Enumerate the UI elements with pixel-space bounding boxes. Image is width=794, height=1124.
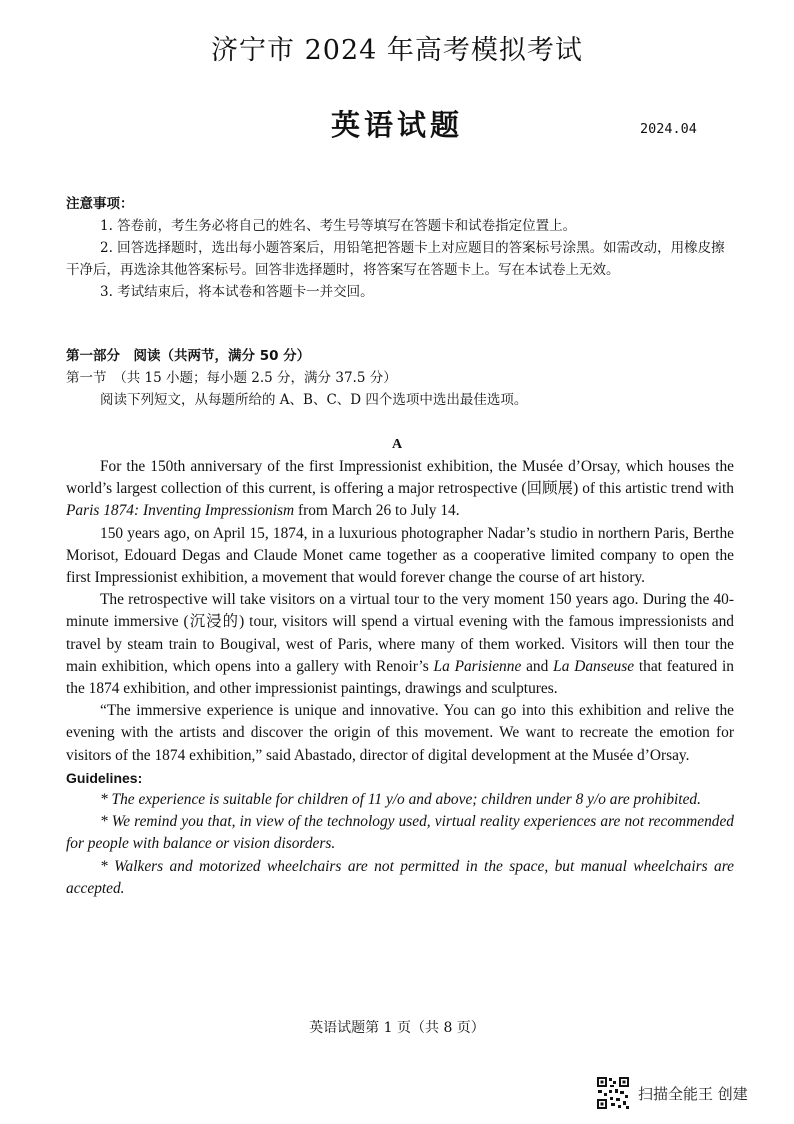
guidelines-label: Guidelines: — [66, 769, 143, 786]
guideline-1: * The experience is suitable for children of 11 y/o and above; children under 8 y/o are prohibited. — [100, 791, 701, 809]
watermark-text: 扫描全能王 创建 — [638, 1084, 748, 1103]
section-instruction: 阅读下列短文，从每题所给的 A、B、C、D 四个选项中选出最佳选项。 — [100, 392, 528, 408]
painting-title-2: La Danseuse — [553, 657, 635, 675]
guideline-2: * We remind you that, in view of the technology used, virtual reality experiences are not recommended for people with balance or vision disorders. — [66, 813, 734, 853]
notice-section — [66, 193, 734, 303]
paragraph-3-text-b: that featured in the 1874 exhibition, and other impressionist paintings, drawings and sculptures. — [66, 657, 734, 698]
paragraph-1 — [66, 456, 734, 523]
notice-item-1: 1. 答卷前，考生务必将自己的姓名、考生号等填写在答题卡和试卷指定位置上。 — [100, 218, 577, 234]
passage-a — [66, 456, 734, 900]
paragraph-2: 150 years ago, on April 15, 1874, in a luxurious photographer Nadar’s studio in northern Paris, Berthe Morisot, Edouard Degas and Claude Monet came together as a cooperative limited company to open the first Impressionist exhibition, a movement that would forever change the course of art history. — [66, 524, 734, 587]
paragraph-1-text-b: from March 26 to July 14. — [294, 502, 460, 520]
notice-item-2: 2. 回答选择题时，选出每小题答案后，用铅笔把答题卡上对应题目的答案标号涂黑。如需改动，用橡皮擦干净后，再选涂其他答案标号。回答非选择题时，将答案写在答题卡上。写在本试卷上无效。 — [66, 240, 725, 278]
guideline-3: * Walkers and motorized wheelchairs are not permitted in the space, but manual wheelchairs are accepted. — [66, 857, 734, 897]
passage-letter: A — [391, 437, 403, 452]
paragraph-4: “The immersive experience is unique and innovative. You can go into this exhibition and relive the evening with the artists and discover the origin of this movement. We want to recreate the emotion for visitors of the 1874 exhibition,” said Abastado, director of digital development at the Musée d’Orsay. — [66, 702, 734, 764]
painting-title-1: La Parisienne — [433, 657, 522, 675]
paragraph-3-conj: and — [521, 657, 554, 675]
subject-title: 英语试题 — [330, 108, 463, 142]
part-title: 第一部分 阅读（共两节，满分 50 分） — [66, 348, 311, 364]
notice-heading: 注意事项： — [66, 196, 134, 212]
page-footer: 英语试题第 1 页（共 8 页） — [309, 1020, 485, 1036]
exam-date: 2024.04 — [640, 121, 697, 137]
paragraph-1-text-a: For the 150th anniversary of the first Impressionist exhibition, the Musée d’Orsay, which houses the world’s largest collection of this current, is offering a major retrospective (回顾展) of this artistic trend with — [66, 458, 734, 498]
scanner-watermark — [596, 1076, 748, 1110]
exam-title: 济宁市 2024 年高考模拟考试 — [211, 35, 583, 66]
part-header — [66, 345, 734, 411]
section-title: 第一节 （共 15 小题；每小题 2.5 分，满分 37.5 分） — [66, 370, 397, 386]
paragraph-3-text-a: The retrospective will take visitors on a virtual tour to the very moment 150 years ago. During the 40-minute immersive (沉浸的) tour, visitors will spend a virtual evening with the famous impressionists and travel by steam train to Bougival, west of Paris, where many of them worked. Visitors will then tour the main exhibition, which opens into a gallery with Renoir’s — [66, 591, 734, 675]
exhibition-title: Paris 1874: Inventing Impressionism — [66, 502, 295, 520]
paragraph-3 — [66, 589, 734, 700]
notice-item-3: 3. 考试结束后，将本试卷和答题卡一并交回。 — [100, 284, 374, 300]
qr-code-icon — [596, 1076, 630, 1110]
